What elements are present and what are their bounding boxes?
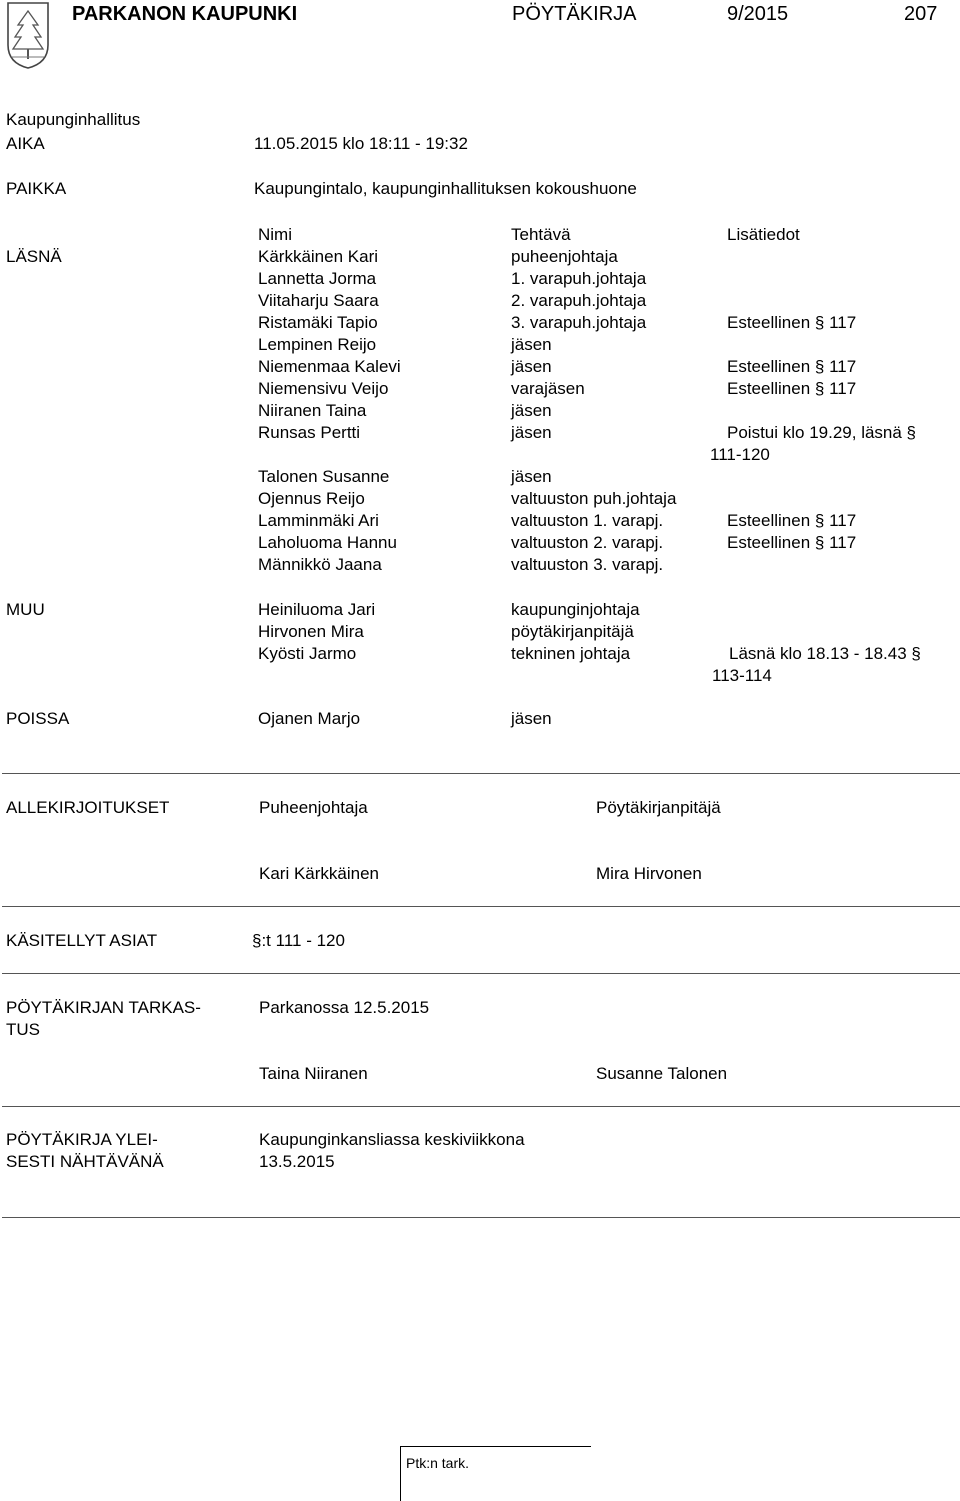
attendee-role: jäsen <box>511 357 552 376</box>
checker-1-name: Taina Niiranen <box>259 1064 368 1083</box>
attendee-name: Ristamäki Tapio <box>258 313 378 332</box>
attendee-note: Esteellinen § 117 <box>727 533 857 552</box>
kasitellyt-label: KÄSITELLYT ASIAT <box>6 931 158 950</box>
divider <box>2 906 960 907</box>
attendee-role: valtuuston 1. varapj. <box>511 511 664 530</box>
attendee-name: Talonen Susanne <box>258 467 390 486</box>
nahtavana-label-line1: PÖYTÄKIRJA YLEI- <box>6 1130 158 1149</box>
aika-label: AIKA <box>6 134 45 153</box>
attendee-role: jäsen <box>511 335 552 354</box>
poissa-label: POISSA <box>6 709 70 728</box>
col-header-notes: Lisätiedot <box>727 225 800 244</box>
attendee-name: Niemenmaa Kalevi <box>258 357 401 376</box>
document-type: PÖYTÄKIRJA <box>512 3 637 25</box>
attendee-note: Läsnä klo 18.13 - 18.43 § <box>729 644 921 663</box>
attendee-role: varajäsen <box>511 379 585 398</box>
attendee-role: puheenjohtaja <box>511 247 618 266</box>
attendee-note: Esteellinen § 117 <box>727 357 857 376</box>
tarkastus-label-line1: PÖYTÄKIRJAN TARKAS- <box>6 998 201 1017</box>
secretary-title: Pöytäkirjanpitäjä <box>596 798 721 817</box>
attendee-name: Niiranen Taina <box>258 401 367 420</box>
divider <box>2 973 960 974</box>
attendee-role: 1. varapuh.johtaja <box>511 269 647 288</box>
attendee-name: Viitaharju Saara <box>258 291 379 310</box>
poissa-role: jäsen <box>511 709 552 728</box>
attendee-name: Lannetta Jorma <box>258 269 377 288</box>
attendee-name: Hirvonen Mira <box>258 622 364 641</box>
attendee-role: valtuuston 3. varapj. <box>511 555 664 574</box>
nahtavana-label-line2: SESTI NÄHTÄVÄNÄ <box>6 1152 164 1171</box>
col-header-role: Tehtävä <box>511 225 571 244</box>
attendee-name: Ojennus Reijo <box>258 489 365 508</box>
attendee-note-cont: 111-120 <box>710 445 770 464</box>
attendee-name: Lamminmäki Ari <box>258 511 379 530</box>
attendee-role: jäsen <box>511 401 552 420</box>
checker-2-name: Susanne Talonen <box>596 1064 728 1083</box>
nahtavana-value-line2: 13.5.2015 <box>259 1152 335 1171</box>
attendee-role: jäsen <box>511 423 552 442</box>
attendee-role: valtuuston puh.johtaja <box>511 489 677 508</box>
aika-value: 11.05.2015 klo 18:11 - 19:32 <box>254 134 468 153</box>
col-header-name: Nimi <box>258 225 292 244</box>
ptk-label: Ptk:n tark. <box>406 1455 470 1471</box>
attendee-note-cont: 113-114 <box>712 666 772 685</box>
attendee-name: Lempinen Reijo <box>258 335 377 354</box>
lasna-label: LÄSNÄ <box>6 247 62 266</box>
divider <box>2 1106 960 1107</box>
kasitellyt-value: §:t 111 - 120 <box>252 931 345 950</box>
attendee-note: Esteellinen § 117 <box>727 379 857 398</box>
coat-of-arms-icon <box>6 1 50 69</box>
attendee-role: pöytäkirjanpitäjä <box>511 622 634 641</box>
tarkastus-place-date: Parkanossa 12.5.2015 <box>259 998 430 1017</box>
attendee-role: 2. varapuh.johtaja <box>511 291 647 310</box>
attendee-role: valtuuston 2. varapj. <box>511 533 664 552</box>
divider <box>2 773 960 774</box>
attendee-name: Runsas Pertti <box>258 423 361 442</box>
attendee-role: jäsen <box>511 467 552 486</box>
tarkastus-label-line2: TUS <box>6 1020 40 1039</box>
muu-label: MUU <box>6 600 45 619</box>
page-number: 207 <box>904 3 938 25</box>
allekirjoitukset-label: ALLEKIRJOITUKSET <box>6 798 170 817</box>
attendee-name: Kyösti Jarmo <box>258 644 357 663</box>
chair-name: Kari Kärkkäinen <box>259 864 380 883</box>
paikka-label: PAIKKA <box>6 179 67 198</box>
attendee-role: 3. varapuh.johtaja <box>511 313 647 332</box>
attendee-name: Niemensivu Veijo <box>258 379 389 398</box>
attendee-name: Heiniluoma Jari <box>258 600 376 619</box>
attendee-role: tekninen johtaja <box>511 644 631 663</box>
paikka-value: Kaupungintalo, kaupunginhallituksen kokoushuone <box>254 179 637 198</box>
attendee-name: Laholuoma Hannu <box>258 533 397 552</box>
poissa-name: Ojanen Marjo <box>258 709 361 728</box>
attendee-note: Esteellinen § 117 <box>727 313 857 332</box>
divider <box>2 1217 960 1218</box>
attendee-role: kaupunginjohtaja <box>511 600 640 619</box>
attendee-name: Kärkkäinen Kari <box>258 247 379 266</box>
document-number: 9/2015 <box>727 3 789 25</box>
municipality-name: PARKANON KAUPUNKI <box>72 3 298 25</box>
attendee-note: Esteellinen § 117 <box>727 511 857 530</box>
body-name: Kaupunginhallitus <box>6 110 141 129</box>
nahtavana-value-line1: Kaupunginkansliassa keskiviikkona <box>259 1130 525 1149</box>
attendee-name: Männikkö Jaana <box>258 555 382 574</box>
attendee-note: Poistui klo 19.29, läsnä § <box>727 423 917 442</box>
secretary-name: Mira Hirvonen <box>596 864 702 883</box>
chair-title: Puheenjohtaja <box>259 798 368 817</box>
